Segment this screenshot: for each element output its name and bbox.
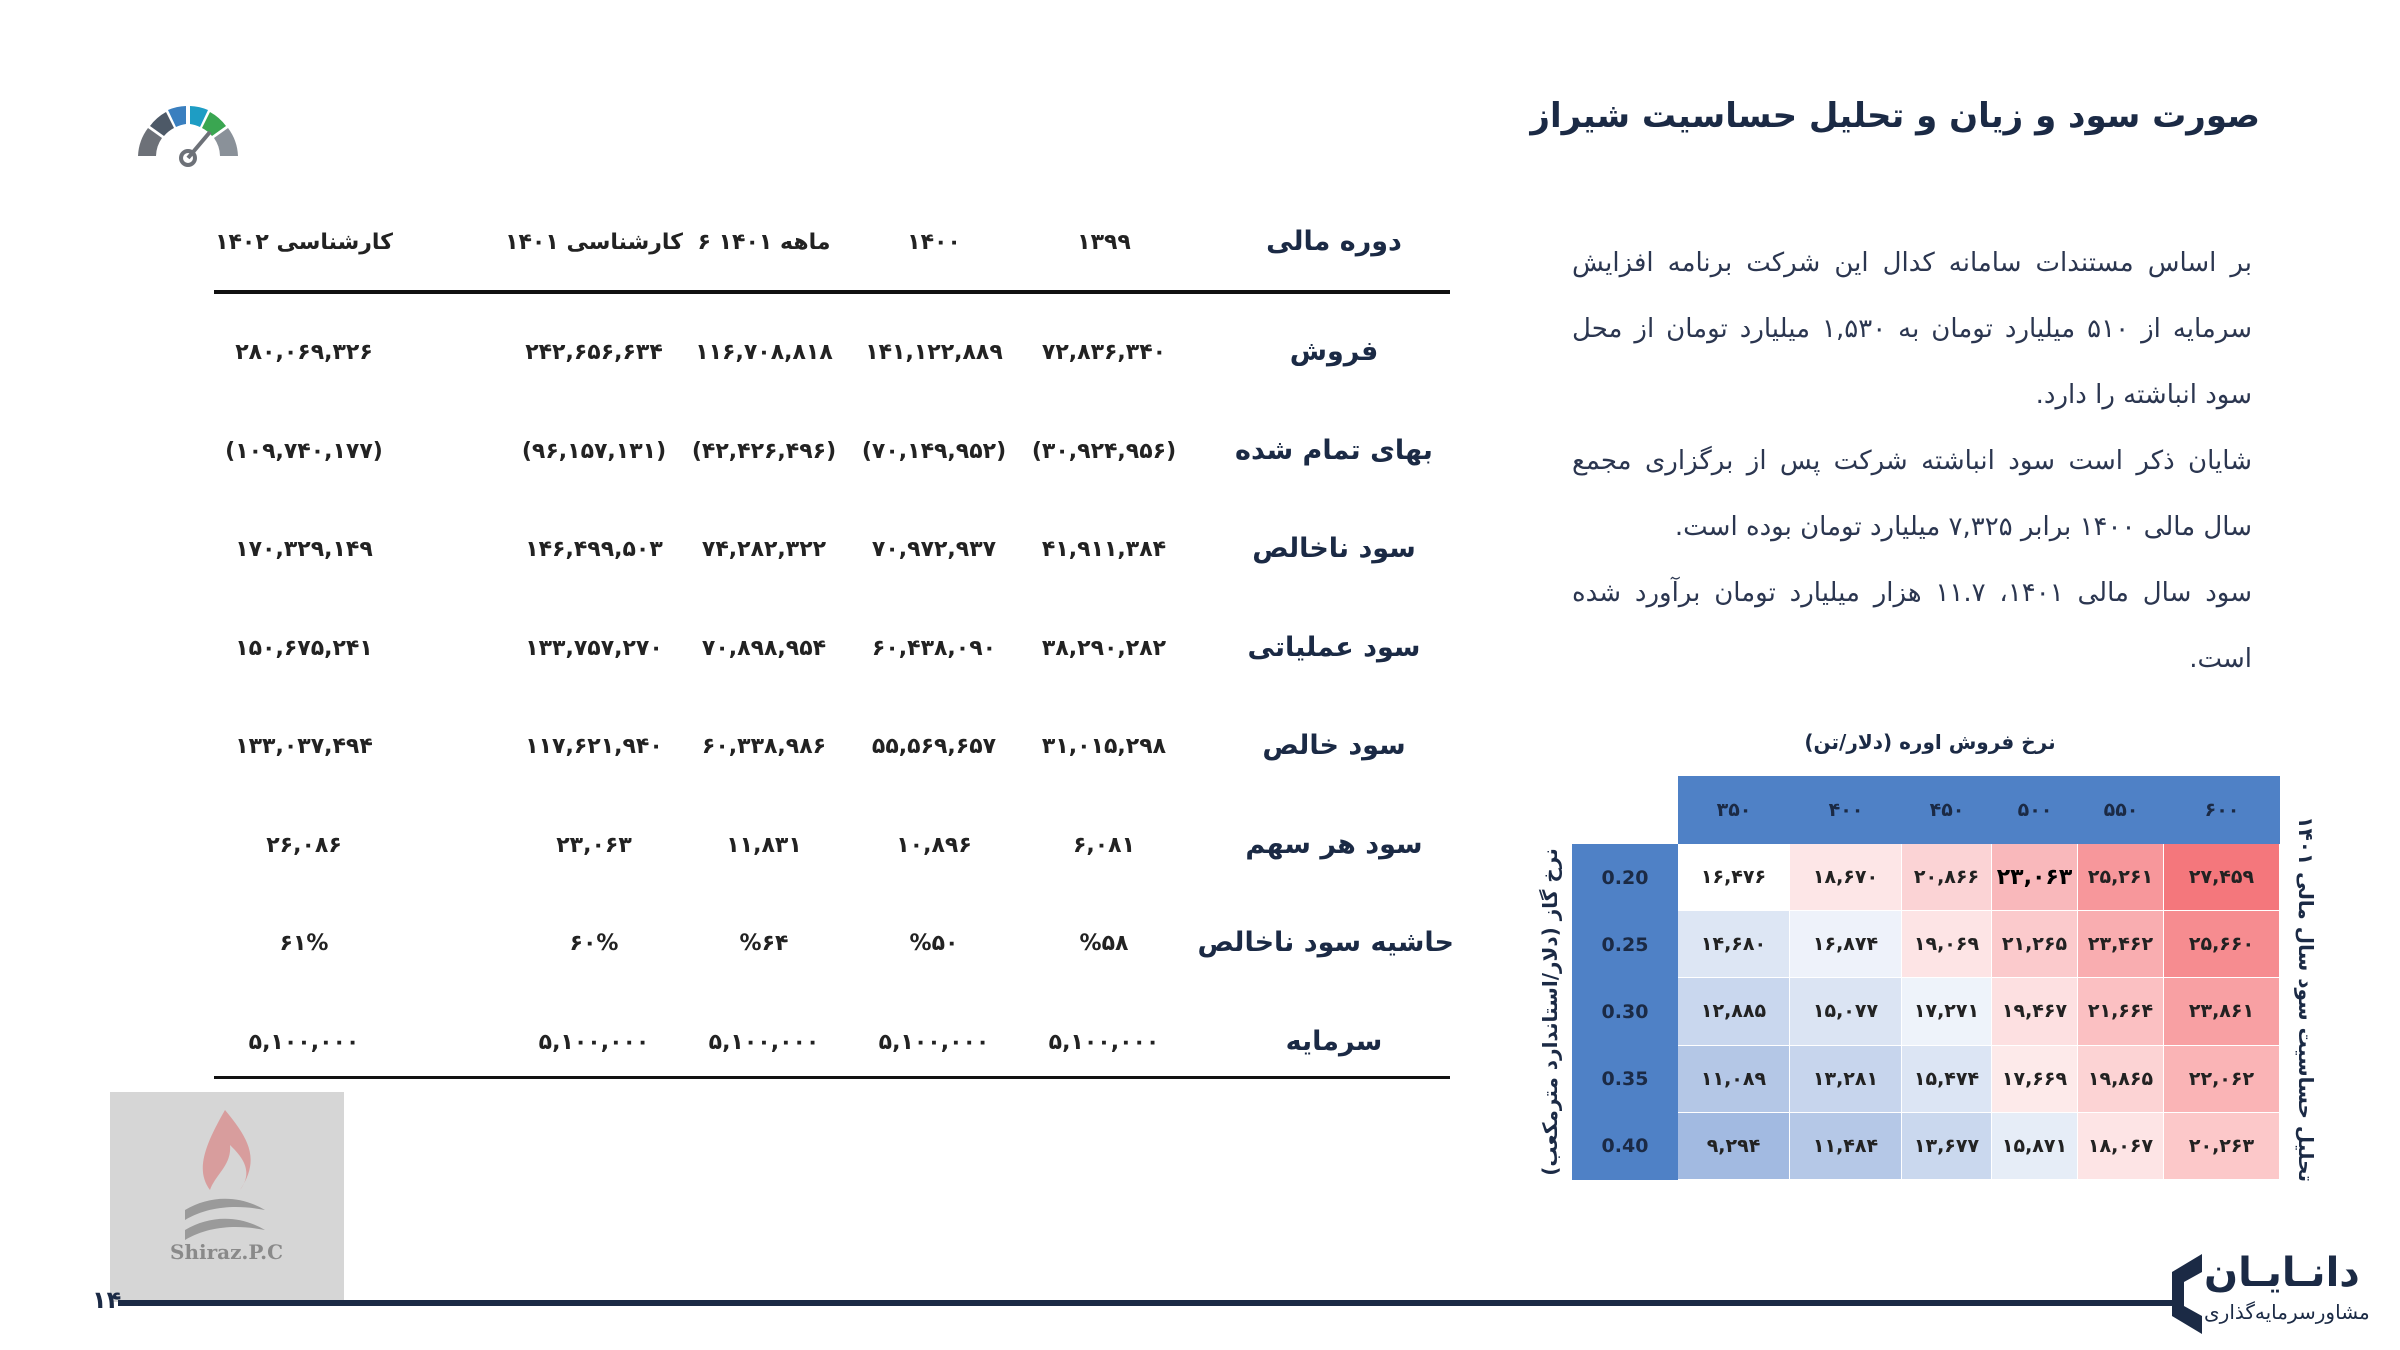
table-cell: ۱۴۱,۱۲۲,۸۸۹ [865,340,1003,365]
table-cell: ۱۵۰,۶۷۵,۲۴۱ [235,635,373,661]
table-cell: ۱۴۶,۴۹۹,۵۰۳ [525,537,663,562]
heatmap-cell: ۲۲,۰۶۲ [2164,1046,2280,1113]
table-cell: ۵,۱۰۰,۰۰۰ [878,1029,990,1055]
heatmap-cell: ۱۵,۰۷۷ [1790,978,1902,1045]
heatmap-cell: ۲۰,۲۶۳ [2164,1113,2280,1180]
row-label: سرمایه [1285,1025,1383,1057]
table-cell: ۷۴,۲۸۲,۳۲۲ [701,537,827,562]
heatmap-cell: ۱۸,۰۶۷ [2078,1113,2164,1180]
heatmap-cell: ۱۲,۸۸۵ [1678,978,1790,1045]
heatmap-cell: ۲۳,۰۶۳ [1992,844,2078,911]
table-cell: ۱۰,۸۹۶ [896,832,972,858]
table-cell: ۲۸۰,۰۶۹,۳۲۶ [235,340,373,365]
heatmap-cell: ۱۹,۸۶۵ [2078,1046,2164,1113]
table-cell: ۲۶,۰۸۶ [266,832,342,858]
heatmap-right-label: تحلیل حساسیت سود سال مالی ۱۴۰۱ [2294,816,2318,1182]
flame-watermark-icon [170,1100,280,1250]
table-cell: ۷۰,۹۷۲,۹۳۷ [871,537,997,562]
col-header-1399: ۱۳۹۹ [1077,230,1131,255]
table-cell: ۵,۱۰۰,۰۰۰ [538,1029,650,1055]
header-label: دوره مالی [1266,226,1402,257]
table-cell: ۶۱% [279,931,329,956]
heatmap-cell: ۱۳,۶۷۷ [1902,1113,1992,1180]
row-label: فروش [1289,336,1379,367]
heatmap-cell: ۱۳,۲۸۱ [1790,1046,1902,1113]
watermark-text: Shiraz.P.C [170,1240,284,1264]
heatmap-cell: ۱۱,۴۸۴ [1790,1113,1902,1180]
table-cell: ۱۳۳,۰۳۷,۴۹۴ [235,734,373,759]
table-cell: (۳۰,۹۲۴,۹۵۶) [1031,438,1177,464]
heatmap-cell: ۲۱,۲۶۵ [1992,911,2078,978]
table-cell: ۳۱,۰۱۵,۲۹۸ [1041,734,1167,759]
danayan-logo-icon [2170,1252,2204,1336]
heatmap-cell: ۱۶,۸۷۴ [1790,911,1902,978]
table-cell: ۵,۱۰۰,۰۰۰ [1048,1029,1160,1055]
row-label: حاشیه سود ناخالص [1197,927,1454,958]
heatmap-cell: ۱۷,۲۷۱ [1902,978,1992,1045]
row-label: بهای تمام شده [1235,434,1433,466]
table-cell: ۲۴۲,۶۵۶,۶۳۴ [525,340,663,365]
heatmap-cell: ۲۳,۸۶۱ [2164,978,2280,1045]
heatmap-row-header: 0.25 [1572,911,1678,978]
table-cell: ۱۷۰,۳۲۹,۱۴۹ [235,537,373,562]
paragraph-3: سود سال مالی ۱۴۰۱، ۱۱.۷ هزار میلیارد تومان برآورد شده است. [1572,578,2252,674]
heatmap-col-header: ۵۰۰ [1992,776,2078,844]
page-title: صورت سود و زیان و تحلیل حساسیت شیراز [1530,96,2260,136]
table-cell: ۵,۱۰۰,۰۰۰ [248,1029,360,1055]
row-label: سود ناخالص [1252,533,1416,564]
row-label: سود هر سهم [1245,828,1423,860]
row-label: سود عملیاتی [1247,631,1421,663]
paragraph-1: بر اساس مستندات سامانه کدال این شرکت برنامه افزایش سرمایه از ۵۱۰ میلیارد تومان به ۱,۵۳۰ میلیارد تومان از محل سود انباشته را دارد. [1572,248,2252,410]
table-cell: ۴۱,۹۱۱,۳۸۴ [1041,537,1167,562]
table-cell: ۵۵,۵۶۹,۶۵۷ [871,734,997,759]
heatmap-cell: ۲۳,۴۶۲ [2078,911,2164,978]
header-divider [214,290,1450,294]
heatmap-cell: ۲۱,۶۶۴ [2078,978,2164,1045]
heatmap-cell: ۲۰,۸۶۶ [1902,844,1992,911]
heatmap-cell: ۱۶,۴۷۶ [1678,844,1790,911]
heatmap-cell: ۱۸,۶۷۰ [1790,844,1902,911]
heatmap-row-header: 0.30 [1572,978,1678,1045]
row-label: سود خالص [1262,730,1406,761]
footer-divider [118,1300,2178,1306]
heatmap-cell: ۲۵,۲۶۱ [2078,844,2164,911]
table-cell: ۷۲,۸۳۶,۳۴۰ [1041,340,1167,365]
table-cell: ۱۳۳,۷۵۷,۲۷۰ [525,635,663,661]
col-header-est1401: کارشناسی ۱۴۰۱ [505,230,683,255]
col-header-est1402: کارشناسی ۱۴۰۲ [215,230,393,255]
heatmap-cell: ۲۷,۴۵۹ [2164,844,2280,911]
table-cell: ۶۰,۴۳۸,۰۹۰ [871,635,997,661]
table-cell: %۵۰ [909,931,959,956]
heatmap-cell: ۲۵,۶۶۰ [2164,911,2280,978]
col-header-6m1401: ۶ ماهه ۱۴۰۱ [697,230,831,255]
table-cell: ۶۰,۳۳۸,۹۸۶ [701,734,827,759]
income-statement-table [214,200,1454,1090]
table-cell: (۹۶,۱۵۷,۱۳۱) [521,438,667,464]
table-header [214,200,1450,290]
table-cell: ۵,۱۰۰,۰۰۰ [708,1029,820,1055]
heatmap-cell: ۱۹,۰۶۹ [1902,911,1992,978]
table-cell: ۶,۰۸۱ [1072,832,1136,858]
heatmap-corner [1572,776,1678,844]
gauge-logo-icon [128,96,248,168]
heatmap-cell: ۹,۲۹۴ [1678,1113,1790,1180]
table-cell: ۳۸,۲۹۰,۲۸۲ [1041,635,1167,661]
heatmap-row-header: 0.20 [1572,844,1678,911]
heatmap-col-header: ۳۵۰ [1678,776,1790,844]
table-cell: %۵۸ [1079,931,1129,956]
table-cell: (۴۲,۴۲۶,۴۹۶) [691,438,837,464]
table-cell: (۱۰۹,۷۴۰,۱۷۷) [225,438,383,464]
heatmap-col-header: ۴۵۰ [1902,776,1992,844]
page-number: ۱۴ [92,1286,122,1314]
heatmap-cell: ۱۹,۴۶۷ [1992,978,2078,1045]
summary-text [1572,230,2252,692]
heatmap-cell: ۱۵,۸۷۱ [1992,1113,2078,1180]
brand-subtitle: مشاورسرمایه‌گذاری [2204,1300,2370,1324]
table-cell: ۱۱۶,۷۰۸,۸۱۸ [695,340,833,365]
col-header-1400: ۱۴۰۰ [907,230,961,255]
heatmap-title: نرخ فروش اوره (دلار/تن) [1804,730,2056,754]
table-cell: ۶۰% [569,931,619,956]
brand-name: دانـایـان [2204,1250,2360,1296]
heatmap-col-header: ۴۰۰ [1790,776,1902,844]
heatmap-row-header: 0.40 [1572,1113,1678,1180]
heatmap-cell: ۱۵,۴۷۴ [1902,1046,1992,1113]
sensitivity-heatmap [1572,776,2280,1180]
heatmap-left-label: نرخ گاز (دلار/استاندارد مترمکعب) [1538,848,1562,1176]
table-cell: ۱۱۷,۶۲۱,۹۴۰ [525,734,663,759]
table-cell: %۶۴ [739,931,789,956]
heatmap-col-header: ۶۰۰ [2164,776,2280,844]
heatmap-cell: ۱۱,۰۸۹ [1678,1046,1790,1113]
heatmap-row-header: 0.35 [1572,1046,1678,1113]
heatmap-cell: ۱۷,۶۶۹ [1992,1046,2078,1113]
bottom-divider [214,1076,1450,1079]
table-cell: ۲۳,۰۶۳ [556,832,632,858]
table-cell: (۷۰,۱۴۹,۹۵۲) [861,438,1007,464]
table-cell: ۱۱,۸۳۱ [726,832,802,858]
heatmap-col-header: ۵۵۰ [2078,776,2164,844]
paragraph-2: شایان ذکر است سود انباشته شرکت پس از برگزاری مجمع سال مالی ۱۴۰۰ برابر ۷,۳۲۵ میلیارد تومان بوده است. [1572,446,2252,542]
heatmap-cell: ۱۴,۶۸۰ [1678,911,1790,978]
table-cell: ۷۰,۸۹۸,۹۵۴ [701,635,827,661]
